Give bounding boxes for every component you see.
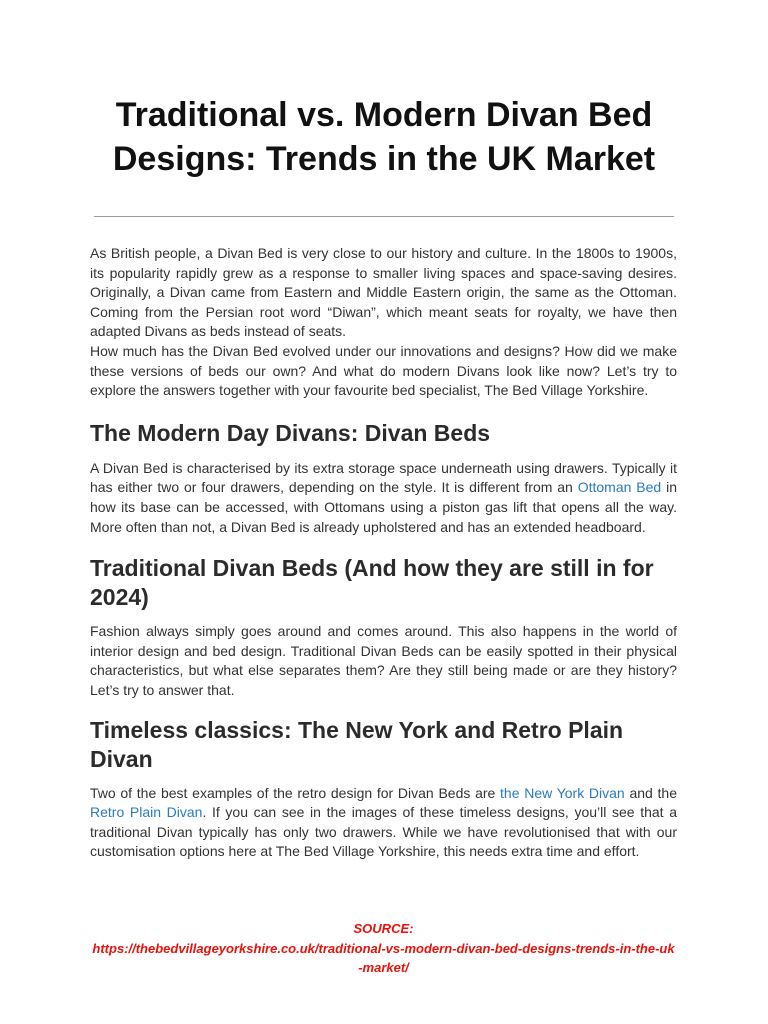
timeless-text-before: Two of the best examples of the retro design for Divan Beds are xyxy=(90,784,501,801)
modern-paragraph xyxy=(90,459,677,537)
section-heading-traditional: Traditional Divan Beds (And how they are still in for 2024) xyxy=(90,555,654,611)
timeless-text-mid: and the xyxy=(624,784,677,801)
timeless-paragraph xyxy=(90,784,677,862)
page-title: Traditional vs. Modern Divan Bed Designs: Trends in the UK Market xyxy=(112,96,656,178)
source-citation xyxy=(90,919,677,978)
ottoman-bed-link[interactable]: Ottoman Bed xyxy=(577,479,662,496)
title-divider xyxy=(94,216,674,217)
retro-plain-divan-link[interactable]: Retro Plain Divan xyxy=(90,804,203,821)
timeless-text-after: . If you can see in the images of these timeless designs, you’ll see that a traditional Divan typically has only two drawers. While we have revolutionised that with our customisation options here at The Bed Village Yorkshire, this needs extra time and effort. xyxy=(90,804,678,860)
section-heading-modern: The Modern Day Divans: Divan Beds xyxy=(90,419,491,446)
article-body xyxy=(90,244,677,862)
intro-paragraph-2: How much has the Divan Bed evolved under our innovations and designs? How did we make these versions of beds our own? And what do modern Divans look like now? Let’s try to explore the answers together with your favourite bed specialist, The Bed Village Yorkshire. xyxy=(90,342,677,399)
source-url-link[interactable]: https://thebedvillageyorkshire.co.uk/traditional-vs-modern-divan-bed-designs-trends-in-the-uk-market/ xyxy=(92,940,675,975)
section-heading-timeless: Timeless classics: The New York and Retro Plain Divan xyxy=(90,716,624,772)
source-label: SOURCE: xyxy=(353,921,414,936)
traditional-paragraph: Fashion always simply goes around and comes around. This also happens in the world of interior design and bed design. Traditional Divan Beds can be easily spotted in their physical characteristics, but what else separates them? Are they still being made or are they history? Let’s try to answer that. xyxy=(90,623,677,698)
new-york-divan-link[interactable]: the New York Divan xyxy=(500,784,625,801)
modern-text-before: A Divan Bed is characterised by its extra storage space underneath using drawers. Typically it has either two or four drawers, depending on the style. It is different from an xyxy=(90,459,677,496)
intro-paragraph: As British people, a Divan Bed is very close to our history and culture. In the 1800s to 1900s, its popularity rapidly grew as a response to smaller living spaces and space-saving desires. Originally, a Divan came from Eastern and Middle Eastern origin, the same as the Ottoman. Coming from the Persian root word “Diwan”, which meant seats for royalty, we have then adapted Divans as beds instead of seats. xyxy=(90,245,677,340)
modern-text-after: in how its base can be accessed, with Ottomans using a piston gas lift that opens all the way. More often than not, a Divan Bed is already upholstered and has an extended headboard. xyxy=(90,479,677,535)
